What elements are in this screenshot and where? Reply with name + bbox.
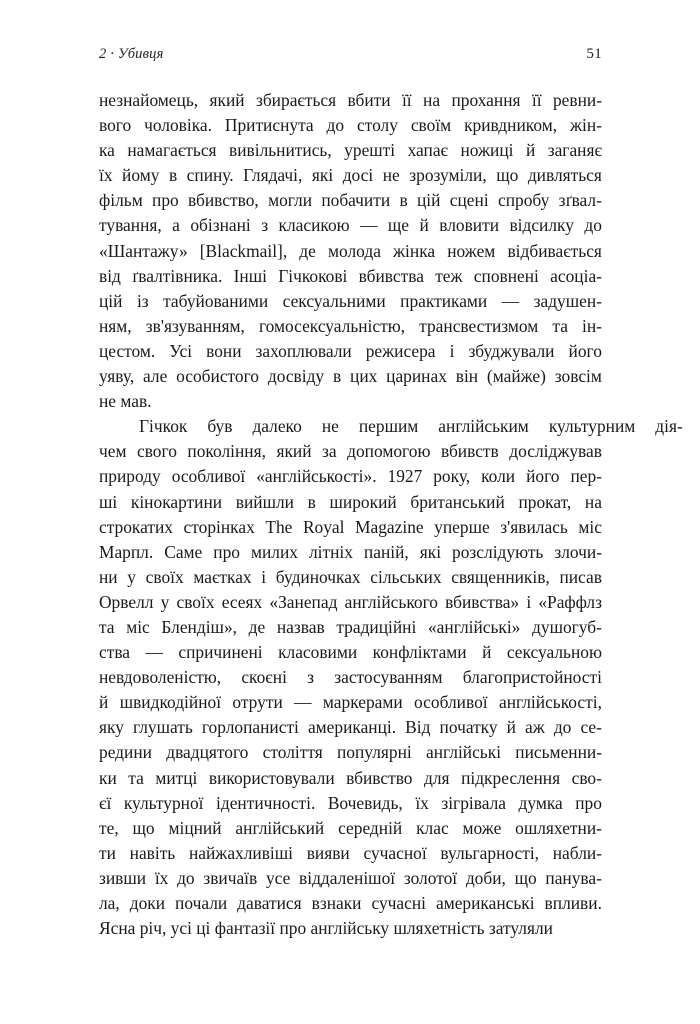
text-line: ства — спричинені класовими конфліктами й сексуальною xyxy=(99,642,602,663)
text-line: ка намагається вивільнитись, урешті хапає ножиці й заганяє xyxy=(99,140,602,161)
running-head-title: 2 · Убивця xyxy=(99,46,164,62)
text-line: те, що міцний англійський середній клас може ошляхетни- xyxy=(99,817,602,838)
text-line: чем свого покоління, який за допомогою вбивств досліджував xyxy=(99,441,602,462)
text-line: вого чоловіка. Притиснута до столу своїм кривдником, жін- xyxy=(99,115,602,136)
text-line: ла, доки почали даватися взнаки сучасні американські впливи. xyxy=(99,893,602,913)
paragraph xyxy=(99,414,683,941)
text-line: тування, а обізнані з класикою — ще й вловити відсилку до xyxy=(99,215,602,236)
text-line: яку глушать горлопанисті американці. Від початку й аж до се- xyxy=(99,717,602,738)
text-line: строкатих сторінках The Royal Magazine уперше з'явилась міс xyxy=(99,516,602,537)
text-line: не мав. xyxy=(99,391,152,412)
text-line: та міс Блендіш», де назвав традиційні «англійські» душогуб- xyxy=(99,616,602,637)
text-line: редини двадцятого століття популярні англійські письменни- xyxy=(99,742,602,763)
paragraph xyxy=(99,88,602,414)
text-line: Марпл. Саме про милих літніх паній, які розслідують злочи- xyxy=(99,541,602,562)
text-block xyxy=(99,88,683,941)
text-line: ти навіть найжахливіші вияви сучасної вульгарності, набли- xyxy=(99,842,602,863)
text-line: Ясна річ, усі ці фантазії про англійську шляхетність затуляли xyxy=(99,918,553,939)
text-line: уяву, але особистого досвіду в цих царинах він (майже) зовсім xyxy=(99,366,602,387)
text-line: їх йому в спину. Глядачі, які досі не зрозуміли, що дивляться xyxy=(99,165,602,186)
text-line: ки та митці використовували вбивство для підкреслення сво- xyxy=(99,767,602,788)
text-line: невдоволеністю, скоєні з застосуванням благопристойності xyxy=(99,667,602,688)
running-head xyxy=(99,46,602,68)
text-line: від ґвалтівника. Інші Гічкокові вбивства теж сповнені асоціа- xyxy=(99,265,602,286)
text-line: Гічкок був далеко не першим англійським культурним дія- xyxy=(139,416,683,437)
text-line: фільм про вбивство, могли побачити в цій сцені спробу зґвал- xyxy=(99,190,602,211)
text-line: цій із табуйованими сексуальними практиками — задушен- xyxy=(99,290,602,311)
page-number: 51 xyxy=(586,46,602,62)
text-line: Орвелл у своїх есеях «Занепад англійського вбивства» і «Раффлз xyxy=(99,591,602,612)
text-line: «Шантажу» [Blackmail], де молода жінка ножем відбивається xyxy=(99,240,602,261)
text-line: ші кінокартини вийшли в широкий британський прокат, на xyxy=(99,491,602,512)
text-line: цестом. Усі вони захоплювали режисера і збуджували його xyxy=(99,340,602,361)
text-line: ням, зв'язуванням, гомосексуальністю, трансвестизмом та ін- xyxy=(99,315,602,336)
text-line: зивши їх до звичаїв усе віддаленішої золотої доби, що панува- xyxy=(99,867,602,888)
text-line: незнайомець, який збирається вбити її на прохання її ревни- xyxy=(99,90,602,110)
text-line: природу особливої «англійськості». 1927 року, коли його пер- xyxy=(99,466,602,487)
text-line: ни у своїх маєтках і будиночках сільських священників, писав xyxy=(99,566,602,587)
text-line: й швидкодійної отрути — маркерами особливої англійськості, xyxy=(99,692,602,713)
text-line: єї культурної ідентичності. Вочевидь, їх зігрівала думка про xyxy=(99,792,602,813)
